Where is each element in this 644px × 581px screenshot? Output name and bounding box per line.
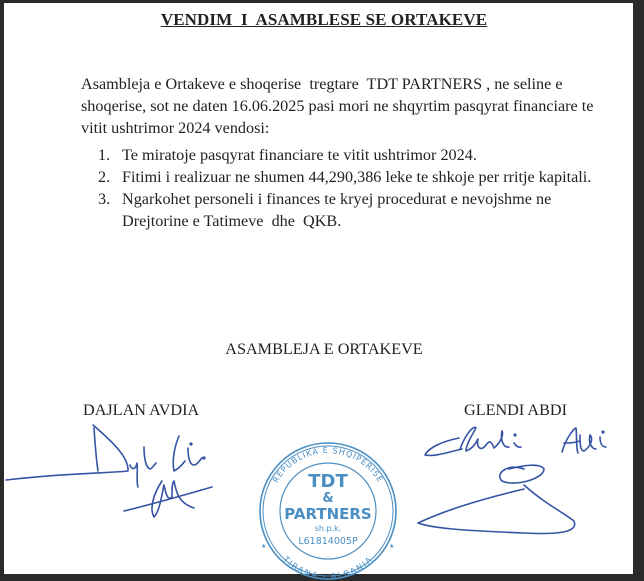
assembly-heading: ASAMBLEJA E ORTAKEVE [225, 340, 423, 358]
stamp-bottom-arc-text: TIRANA - ALBANIA [281, 554, 375, 581]
company-stamp [258, 441, 398, 581]
stamp-line-ampersand: & [322, 491, 334, 506]
stamp-star-right: ★ [389, 543, 395, 550]
decision-text: Te miratoje pasqyrat financiare te vitit ushtrimor 2024. [122, 146, 477, 164]
decision-number: 2. [98, 168, 111, 186]
decision-number: 1. [98, 146, 111, 164]
decision-text: Fitimi i realizuar ne shumen 44,290,386 leke te shkoje per rritje kapitali. [122, 168, 592, 186]
signatory-name-right: GLENDI ABDI [464, 401, 567, 419]
stamp-line-tdt: TDT [308, 471, 348, 492]
intro-line: shoqerise, sot ne daten 16.06.2025 pasi mori ne shqyrtim pasqyrat financiare te [81, 97, 594, 115]
document-title: VENDIM I ASAMBLESE SE ORTAKEVE [160, 10, 488, 29]
decision-text: Drejtorine e Tatimeve dhe QKB. [122, 212, 342, 230]
document-page [4, 3, 633, 581]
stamp-line-partners: PARTNERS [284, 505, 372, 523]
stamp-line-shpk: sh.p.k. [314, 524, 342, 533]
stamp-line-nipt: L61814005P [298, 536, 358, 547]
intro-line: Asambleja e Ortakeve e shoqerise tregtare TDT PARTNERS , ne seline e [81, 75, 563, 93]
decision-text: Ngarkohet personeli i finances te kryej procedurat e nevojshme ne [122, 190, 552, 208]
signatory-name-left: DAJLAN AVDIA [83, 401, 200, 419]
intro-line: vitit ushtrimor 2024 vendosi: [81, 119, 270, 137]
decision-number: 3. [98, 190, 111, 208]
stamp-top-arc-text: REPUBLIKA E SHQIPERISE [271, 445, 385, 485]
stamp-star-left: ★ [261, 543, 267, 550]
